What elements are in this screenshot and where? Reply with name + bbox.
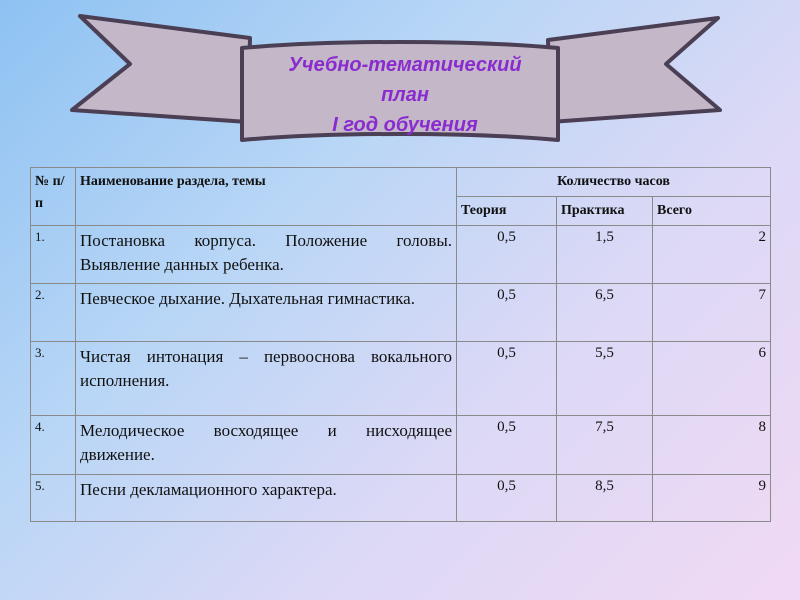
row-practice: 7,5 [557,416,653,475]
row-practice: 6,5 [557,284,653,342]
row-name: Певческое дыхание. Дыхательная гимнастика. [76,284,457,342]
row-theory: 0,5 [457,475,557,522]
header-total: Всего [653,197,771,226]
row-theory: 0,5 [457,416,557,475]
row-theory: 0,5 [457,342,557,416]
row-total: 6 [653,342,771,416]
curriculum-table [30,167,771,522]
header-name: Наименование раздела, темы [76,168,457,226]
header-hours-group: Количество часов [457,168,771,197]
table-row [31,342,771,416]
row-name: Постановка корпуса. Положение головы. Выявление данных ребенка. [76,226,457,284]
table-header-row [31,168,771,197]
row-total: 8 [653,416,771,475]
table-row [31,416,771,475]
row-practice: 5,5 [557,342,653,416]
row-num: 4. [31,416,76,475]
row-name: Чистая интонация – первооснова вокального исполнения. [76,342,457,416]
row-theory: 0,5 [457,284,557,342]
row-total: 9 [653,475,771,522]
table-row [31,284,771,342]
banner-title-line-1: Учебно-тематический [288,54,522,76]
table-row [31,475,771,522]
banner-title-line-3: I год обучения [332,114,478,136]
banner-left-tail [72,16,250,122]
row-practice: 8,5 [557,475,653,522]
table-row [31,226,771,284]
banner-title-line-2: план [381,84,429,106]
row-num: 3. [31,342,76,416]
header-practice: Практика [557,197,653,226]
header-num: № п/п [31,168,76,226]
row-name: Мелодическое восходящее и нисходящее движение. [76,416,457,475]
row-theory: 0,5 [457,226,557,284]
row-num: 1. [31,226,76,284]
banner-title [250,50,560,140]
row-total: 2 [653,226,771,284]
header-theory: Теория [457,197,557,226]
row-name: Песни декламационного характера. [76,475,457,522]
row-num: 2. [31,284,76,342]
row-practice: 1,5 [557,226,653,284]
row-total: 7 [653,284,771,342]
banner-right-tail [548,18,720,122]
row-num: 5. [31,475,76,522]
